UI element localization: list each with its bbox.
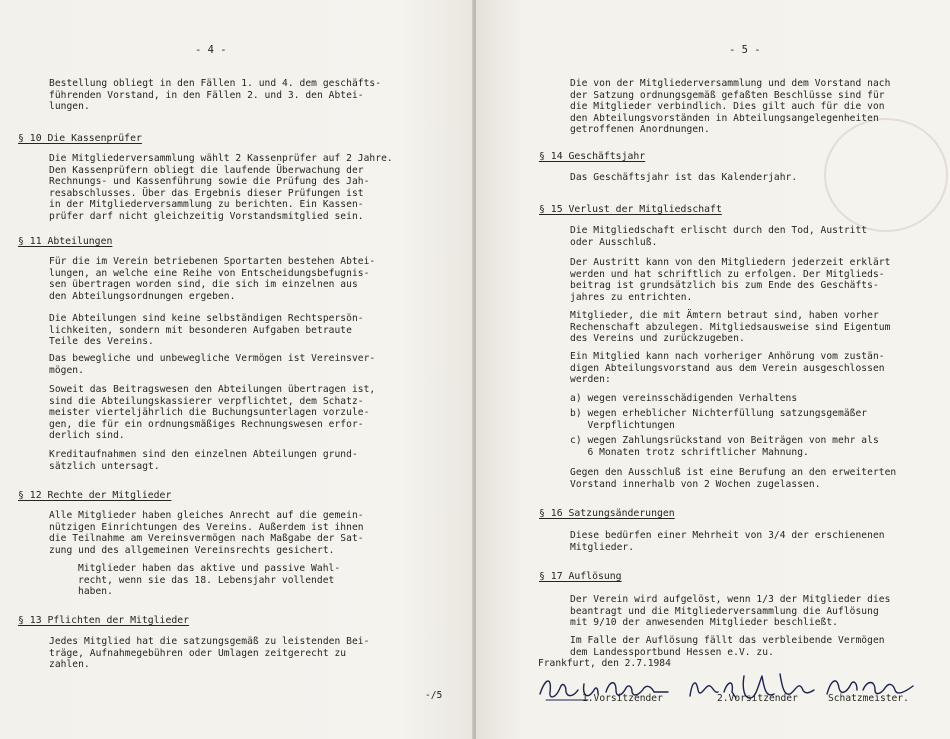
section-16-paragraph: Diese bedürfen einer Mehrheit von 3/4 der erschienenen Mitglieder. xyxy=(570,530,885,553)
section-16-heading: § 16 Satzungsänderungen xyxy=(539,508,675,519)
section-14-paragraph: Das Geschäftsjahr ist das Kalenderjahr. xyxy=(570,172,798,183)
section-10-heading: § 10 Die Kassenprüfer xyxy=(18,133,142,144)
signatory-third-title: Schatzmeister. xyxy=(828,693,909,704)
page-number: - 4 - xyxy=(195,44,227,56)
section-12-heading: § 12 Rechte der Mitglieder xyxy=(18,490,172,501)
section-17-heading: § 17 Auflösung xyxy=(539,571,622,582)
list-item-a: a) wegen vereinsschädigenden Verhaltens xyxy=(570,393,798,404)
left-page xyxy=(0,0,474,739)
section-10-paragraph: Die Mitgliederversammlung wählt 2 Kassenprüfer auf 2 Jahre. Den Kassenprüfern obliegt die laufende Überwachung der Rechnungs- und Kassenführung sowie die Prüfung des Jah- resabschlusses. Über das Ergebnis dieser Prüfungen ist in der Mitgliederversammlung zu berichten. Ein Kassen- prüfer darf nicht gleichzeitig Vorstandsmitglied sein. xyxy=(49,153,393,222)
section-17-paragraph-2: Im Falle der Auflösung fällt das verbleibende Vermögen dem Landessportbund Hessen e.V. zu. xyxy=(570,635,885,658)
section-11-paragraph-5: Kreditaufnahmen sind den einzelnen Abteilungen grund- sätzlich untersagt. xyxy=(49,449,358,472)
section-15-paragraph-3: Mitglieder, die mit Ämtern betraut sind, haben vorher Rechenschaft abzulegen. Mitgliedsausweise sind Eigentum des Vereins und zurückzugeben. xyxy=(570,310,891,345)
section-11-paragraph-4: Soweit das Beitragswesen den Abteilungen übertragen ist, sind die Abteilungskassierer verpflichtet, dem Schatz- meister vierteljährlich die Buchungsunterlagen vorzule- gen, die für ein ordnungsmäßiges Rechnungswesen erfor- derlich sind. xyxy=(49,384,376,442)
intro-paragraph: Die von der Mitgliederversammlung und dem Vorstand nach der Satzung ordnungsgemäß gefaßten Beschlüsse sind für die Mitglieder verbindlich. Dies gilt auch für die von den Abteilungsvorständen in Abteilungsangelegenheiten getroffenen Anordnungen. xyxy=(570,78,891,136)
section-11-paragraph-2: Die Abteilungen sind keine selbständigen Rechtspersön- lichkeiten, sondern mit besonderen Aufgaben betraute Teile des Vereins. xyxy=(49,313,364,348)
signature-first-chairman xyxy=(536,670,676,710)
section-15-paragraph-1: Die Mitgliedschaft erlischt durch den Tod, Austritt oder Ausschluß. xyxy=(570,225,868,248)
section-15-paragraph-2: Der Austritt kann von den Mitgliedern jederzeit erklärt werden und hat schriftlich zu erfolgen. Der Mitglieds- beitrag ist grundsätzlich bis zum Ende des Geschäfts- jahres zu entrichten. xyxy=(570,257,891,303)
section-13-paragraph: Jedes Mitglied hat die satzungsgemäß zu leistenden Bei- träge, Aufnahmegebühren oder Umlagen zeitgerecht zu zahlen. xyxy=(49,636,370,671)
section-15-paragraph-5: Gegen den Ausschluß ist eine Berufung an den erweiterten Vorstand innerhalb von 2 Wochen zugelassen. xyxy=(570,467,897,490)
signatory-second-title: 2.Vorsitzender xyxy=(717,693,798,704)
signatory-first-title: 1.Vorsitzender xyxy=(582,693,663,704)
section-14-heading: § 14 Geschäftsjahr xyxy=(539,151,646,162)
section-12-paragraph-1: Alle Mitglieder haben gleiches Anrecht auf die gemein- nützigen Einrichtungen des Vereins. Außerdem ist ihnen die Teilnahme am Vereinsvermögen nach Maßgabe der Sat- zung und des allgemeinen Vereinsrechts gesichert. xyxy=(49,510,364,556)
section-11-paragraph-3: Das bewegliche und unbewegliche Vermögen ist Vereinsver- mögen. xyxy=(49,353,376,376)
place-and-date: Frankfurt, den 2.7.1984 xyxy=(538,658,671,669)
continuation-mark: -/5 xyxy=(425,690,443,701)
right-page xyxy=(476,0,950,739)
section-15-heading: § 15 Verlust der Mitgliedschaft xyxy=(539,204,722,215)
section-15-paragraph-4: Ein Mitglied kann nach vorheriger Anhörung vom zustän- digen Abteilungsvorstand aus dem Verein ausgeschlossen werden: xyxy=(570,351,885,386)
section-11-heading: § 11 Abteilungen xyxy=(18,236,113,247)
section-12-paragraph-2: Mitglieder haben das aktive und passive Wahl- recht, wenn sie das 18. Lebensjahr vollendet haben. xyxy=(78,563,341,598)
section-11-paragraph-1: Für die im Verein betriebenen Sportarten bestehen Abtei- lungen, an welche eine Reihe von Entscheidungsbefugnis- sen übertragen worden sind, die sich im einzelnen aus den Abteilungsordnungen ergeben. xyxy=(49,256,376,302)
faint-stamp xyxy=(824,118,948,232)
signature-second-chairman xyxy=(684,668,824,712)
list-item-b: b) wegen erheblicher Nichterfüllung satzungsgemäßer Verpflichtungen xyxy=(570,408,868,431)
page-number: - 5 - xyxy=(729,44,761,56)
section-17-paragraph-1: Der Verein wird aufgelöst, wenn 1/3 der Mitglieder dies beantragt und die Mitgliederversammlung die Auflösung mit 9/10 der anwesenden Mitglieder beschließt. xyxy=(570,594,891,629)
list-item-c: c) wegen Zahlungsrückstand von Beiträgen von mehr als 6 Monaten trotz schriftlicher Mahnung. xyxy=(570,435,879,458)
section-13-heading: § 13 Pflichten der Mitglieder xyxy=(18,615,190,626)
intro-paragraph: Bestellung obliegt in den Fällen 1. und 4. dem geschäfts- führenden Vorstand, in den Fällen 2. und 3. den Abtei- lungen. xyxy=(49,78,382,113)
